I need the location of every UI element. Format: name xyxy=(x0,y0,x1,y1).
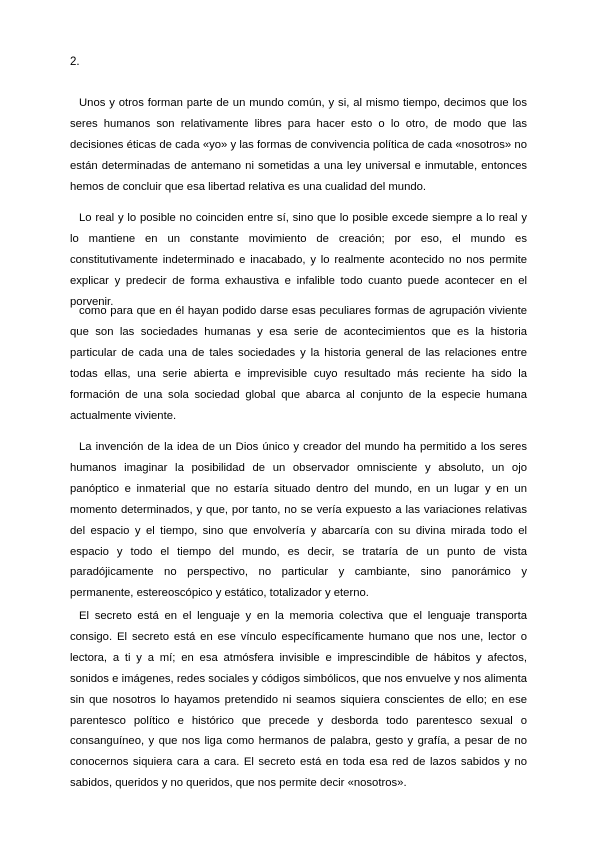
paragraph-4: La invención de la idea de un Dios único y creador del mundo ha permitido a los seres humanos imaginar la posibilidad de un observador omnisciente y absoluto, un ojo panóptico e inmaterial que no estaría situado dentro del mundo, en un lugar y en un momento determinados, y que, por tanto, no se vería expuesto a las variaciones relativas del espacio y el tiempo, sino que envolvería y abarcaría con su divina mirada todo el espacio y todo el tiempo del mundo, es decir, se trataría de un punto de vista paradójicamente no perspectivo, no particular y cambiante, sino panorámico y permanente, estereoscópico y estático, totalizador y eterno. xyxy=(70,441,527,600)
paragraph-3: como para que en él hayan podido darse esas peculiares formas de agrupación viviente que son las sociedades humanas y esa serie de acontecimientos que es la historia particular de cada una de tales sociedades y la historia general de las relaciones entre todas ellas, una serie abierta e imprevisible cuyo resultado más reciente ha sido la formación de una sola sociedad global que abarca al conjunto de la especie humana actualmente viviente. xyxy=(70,305,527,422)
paragraph-2: Lo real y lo posible no coinciden entre sí, sino que lo posible excede siempre a lo real y lo mantiene en un constante movimiento de creación; por eso, el mundo es constitutivamente indeterminado e inacabado, y lo realmente acontecido no nos permite explicar y predecir de forma exhaustiva e infalible todo cuanto puede acontecer en el porvenir. xyxy=(70,212,527,308)
paragraph-1: Unos y otros forman parte de un mundo común, y si, al mismo tiempo, decimos que los seres humanos son relativamente libres para hacer esto o lo otro, de modo que las decisiones éticas de cada «yo» y las formas de convivencia política de cada «nosotros» no están determinadas de antemano ni sometidas a una ley universal e inmutable, entonces hemos de concluir que esa libertad relativa es una cualidad del mundo. xyxy=(70,97,527,193)
paragraph-5: El secreto está en el lenguaje y en la memoria colectiva que el lenguaje transporta consigo. El secreto está en ese vínculo específicamente humano que nos une, lector o lectora, a ti y a mí; en esa atmósfera invisible e imprescindible de hábitos y afectos, sonidos e imágenes, redes sociales y códigos simbólicos, que nos envuelve y nos alimenta sin que nosotros lo hayamos pretendido ni seamos siquiera conscientes de ello; en ese parentesco político e histórico que precede y desborda todo parentesco sexual o consanguíneo, y que nos liga como hermanos de palabra, gesto y grafía, a pesar de no conocernos siquiera cara a cara. El secreto está en toda esa red de lazos sabidos y no sabidos, queridos y no queridos, que nos permite decir «nosotros». xyxy=(70,610,527,790)
page-number: 2. xyxy=(70,56,80,68)
